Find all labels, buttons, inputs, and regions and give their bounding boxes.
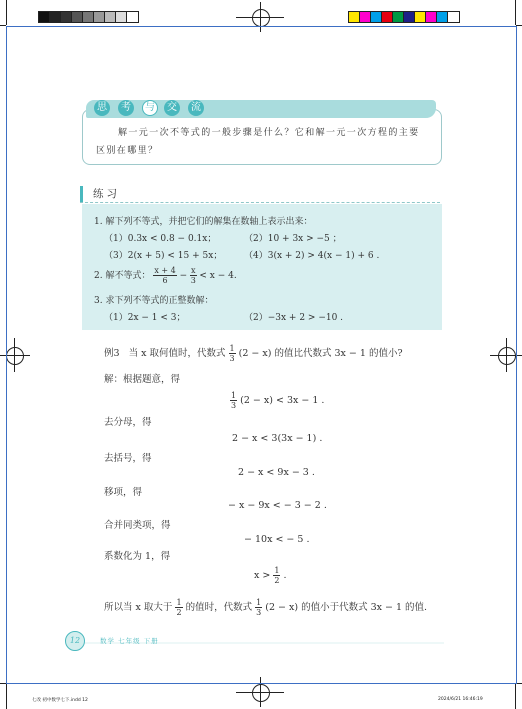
step-combine-terms: 合并同类项，得 bbox=[104, 520, 171, 531]
think-question-line-1: 解一元一次不等式的一般步骤是什么？它和解一元一次方程的主要 bbox=[118, 128, 420, 138]
equation-6-lhs: x > bbox=[254, 570, 271, 581]
fraction bbox=[153, 266, 176, 285]
think-box-banner bbox=[86, 100, 436, 118]
fraction-numerator: 1 bbox=[256, 598, 262, 607]
fraction-denominator: 3 bbox=[256, 608, 262, 617]
step-coefficient: 系数化为 1，得 bbox=[104, 551, 171, 562]
equation-5: − 10x < − 5 . bbox=[244, 534, 310, 545]
step-move-terms: 移项，得 bbox=[104, 487, 143, 498]
exercise-q1-item: （1）0.3x < 0.8 − 0.1x； bbox=[104, 234, 217, 244]
equation-6-end: . bbox=[283, 570, 287, 581]
color-swatch bbox=[447, 11, 460, 23]
equation-1-rest: (2 − x) < 3x − 1 . bbox=[240, 395, 325, 406]
think-char: 与 bbox=[142, 100, 158, 116]
exercise-q2-prefix: 2. 解不等式： bbox=[94, 271, 151, 281]
example-question bbox=[104, 344, 403, 363]
exercise-q1-item: （2）10 + 3x > −5 ； bbox=[244, 234, 342, 244]
fraction-numerator: 1 bbox=[231, 391, 237, 400]
fraction-numerator: 1 bbox=[176, 598, 182, 607]
exercise-heading-tab bbox=[80, 186, 83, 202]
exercise-q3-item: （2）−3x + 2 > −10 . bbox=[244, 313, 344, 323]
fraction-denominator: 6 bbox=[162, 276, 168, 285]
think-char: 交 bbox=[164, 100, 180, 116]
conclusion-part2: 的值时，代数式 bbox=[185, 602, 253, 613]
slug-left: 七改 初中数学七下.indd 12 bbox=[32, 698, 88, 703]
fraction bbox=[273, 566, 280, 585]
exercise-divider bbox=[80, 202, 440, 203]
step-remove-brackets: 去括号，得 bbox=[104, 453, 152, 464]
exercise-q1-title: 1. 解下列不等式，并把它们的解集在数轴上表示出来： bbox=[94, 217, 313, 227]
exercise-q2-suffix: < x − 4. bbox=[199, 271, 237, 281]
exercise-q2 bbox=[94, 266, 237, 285]
example-question-part2: (2 − x) 的值比代数式 3x − 1 的值小? bbox=[238, 348, 403, 359]
fraction-numerator: 1 bbox=[229, 344, 235, 353]
crop-mark bbox=[515, 684, 516, 709]
fraction-denominator: 3 bbox=[190, 276, 196, 285]
think-char: 流 bbox=[188, 100, 204, 116]
think-question-line-2: 区别在哪里？ bbox=[96, 146, 159, 156]
fraction-numerator: 1 bbox=[274, 566, 280, 575]
book-title: 数学 七年级 下册 bbox=[100, 637, 159, 645]
slug-right: 2024/6/21 16:46:19 bbox=[438, 697, 483, 702]
exercise-q3-item: （1）2x − 1 < 3； bbox=[104, 313, 186, 323]
operator: − bbox=[179, 271, 188, 281]
fraction bbox=[230, 391, 237, 410]
example-question-part1: 当 x 取何值时，代数式 bbox=[128, 348, 226, 359]
step-clear-denominator: 去分母，得 bbox=[104, 417, 152, 428]
crop-mark bbox=[6, 0, 7, 25]
fraction-denominator: 2 bbox=[274, 576, 280, 585]
exercise-heading: 练习 bbox=[93, 188, 120, 200]
equation-2: 2 − x < 3(3x − 1) . bbox=[232, 433, 323, 444]
crop-mark bbox=[515, 0, 516, 25]
conclusion-part3: (2 − x) 的值小于代数式 3x − 1 的值. bbox=[265, 602, 428, 613]
equation-1 bbox=[230, 391, 324, 410]
conclusion bbox=[104, 598, 427, 617]
equation-3: 2 − x < 9x − 3 . bbox=[238, 467, 315, 478]
exercise-q1-item: （3）2(x + 5) < 15 + 5x； bbox=[104, 251, 223, 261]
example-label: 例3 bbox=[104, 348, 120, 359]
fraction-denominator: 3 bbox=[231, 401, 237, 410]
color-swatch bbox=[126, 11, 139, 23]
fraction-numerator: x bbox=[191, 266, 196, 275]
equation-4: − x − 9x < − 3 − 2 . bbox=[228, 500, 327, 511]
fraction bbox=[229, 344, 236, 363]
crop-mark bbox=[6, 684, 7, 709]
exercise-q3-title: 3. 求下列不等式的正整数解： bbox=[94, 296, 214, 306]
conclusion-part1: 所以当 x 取大于 bbox=[104, 602, 173, 613]
page-number: 12 bbox=[65, 631, 85, 651]
fraction bbox=[255, 598, 262, 617]
think-char: 考 bbox=[118, 100, 134, 116]
fraction-denominator: 3 bbox=[229, 354, 235, 363]
equation-6 bbox=[254, 566, 287, 585]
solution-label: 解：根据题意，得 bbox=[104, 374, 181, 385]
fraction bbox=[175, 598, 182, 617]
exercise-q1-item: （4）3(x + 2) > 4(x − 1) + 6 . bbox=[244, 251, 380, 261]
fraction-numerator: x + 4 bbox=[154, 266, 176, 275]
think-char: 思 bbox=[94, 100, 110, 116]
fraction-denominator: 2 bbox=[176, 608, 182, 617]
fraction bbox=[190, 266, 197, 285]
